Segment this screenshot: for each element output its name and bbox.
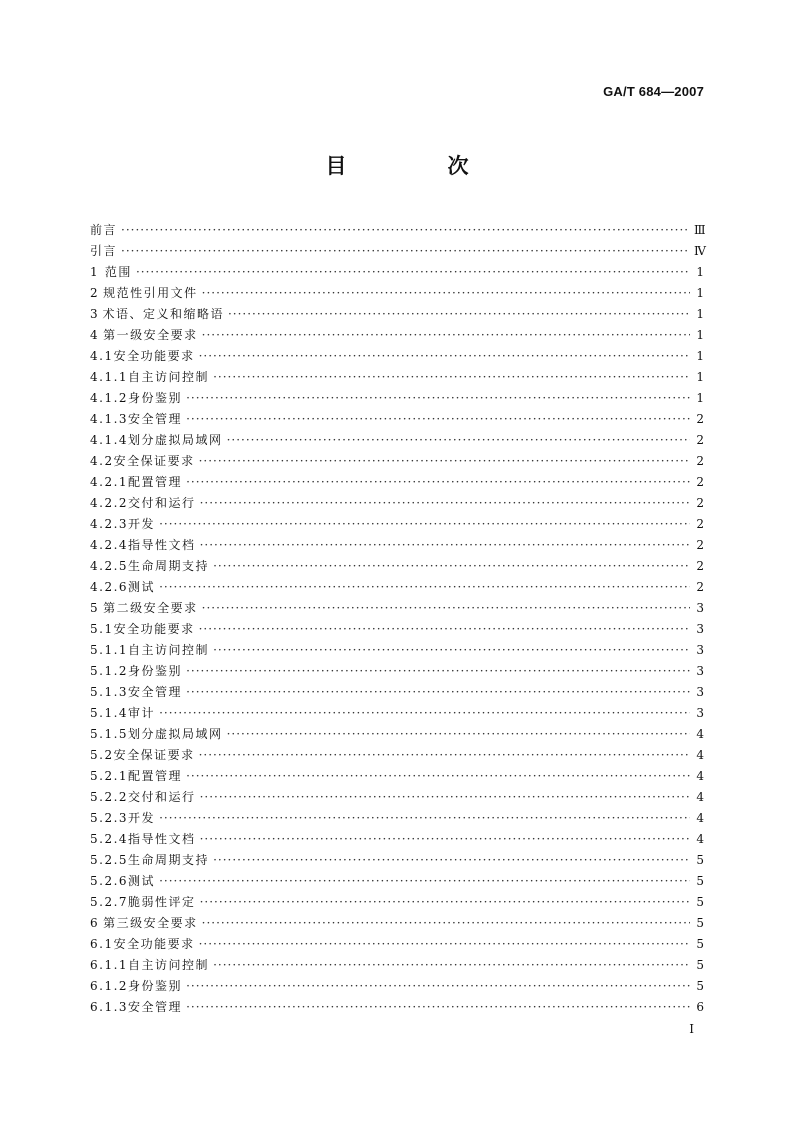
toc-entry[interactable]: [90, 724, 704, 745]
toc-entry-title: 审计: [128, 706, 156, 720]
toc-leader-dots: [199, 745, 690, 766]
toc-entry[interactable]: [90, 304, 704, 325]
toc-leader-dots: [186, 766, 690, 787]
toc-entry-title: 脆弱性评定: [128, 895, 196, 909]
toc-entry-number: 5.2.4: [90, 832, 129, 846]
toc-entry-page: 2: [696, 433, 704, 447]
toc-leader-dots: [186, 661, 690, 682]
toc-entry-number: 5.2.6: [90, 874, 129, 888]
toc-entry-title: 安全保证要求: [113, 748, 195, 762]
toc-entry-number: 4.2.3: [90, 517, 129, 531]
toc-entry-number: 4: [90, 328, 100, 342]
toc-entry-number: 3: [90, 307, 100, 321]
toc-entry-page: 4: [696, 727, 704, 741]
toc-entry-page: 2: [696, 454, 704, 468]
toc-entry-title: 指导性文档: [128, 832, 196, 846]
toc-entry[interactable]: [90, 556, 704, 577]
toc-entry-number: 6.1.1: [90, 958, 129, 972]
toc-entry-number: 4.1.4: [90, 433, 129, 447]
toc-entry-title: 引言: [90, 244, 118, 258]
toc-entry-page: 4: [696, 811, 704, 825]
toc-leader-dots: [213, 367, 690, 388]
toc-entry-title: 自主访问控制: [128, 958, 210, 972]
toc-entry-number: 2: [90, 286, 100, 300]
toc-entry[interactable]: [90, 934, 704, 955]
toc-entry-title: 身份鉴别: [128, 664, 183, 678]
toc-entry-number: 5.1.1: [90, 643, 129, 657]
toc-entry-page: 4: [696, 769, 704, 783]
toc-entry[interactable]: [90, 241, 704, 262]
toc-entry[interactable]: [90, 430, 704, 451]
toc-leader-dots: [213, 850, 690, 871]
toc-entry-page: 3: [696, 601, 704, 615]
toc-leader-dots: [202, 283, 690, 304]
toc-leader-dots: [200, 493, 690, 514]
toc-entry-page: 5: [696, 979, 704, 993]
toc-entry-page: 4: [696, 832, 704, 846]
toc-entry[interactable]: [90, 661, 704, 682]
toc-leader-dots: [186, 409, 690, 430]
toc-entry-page: 1: [696, 265, 704, 279]
toc-entry-number: 5: [90, 601, 100, 615]
toc-entry[interactable]: [90, 997, 704, 1018]
toc-leader-dots: [228, 304, 690, 325]
toc-entry[interactable]: [90, 535, 704, 556]
toc-entry-title: 第三级安全要求: [103, 916, 198, 930]
toc-entry-title: 范围: [104, 265, 132, 279]
toc-entry[interactable]: [90, 976, 704, 997]
toc-entry[interactable]: [90, 598, 704, 619]
toc-leader-dots: [213, 955, 690, 976]
toc-entry-number: 4.1.1: [90, 370, 129, 384]
toc-entry-title: 身份鉴别: [128, 979, 183, 993]
toc-entry-number: 5.2.5: [90, 853, 129, 867]
toc-entry-number: 5.2.7: [90, 895, 129, 909]
toc-entry-page: 1: [696, 328, 704, 342]
toc-entry-title: 自主访问控制: [128, 370, 210, 384]
toc-entry-page: 5: [696, 874, 704, 888]
toc-entry-page: 6: [696, 1000, 704, 1014]
toc-entry[interactable]: [90, 871, 704, 892]
toc-entry-title: 测试: [128, 874, 156, 888]
toc-entry-title: 生命周期支持: [128, 853, 210, 867]
toc-entry-title: 安全保证要求: [113, 454, 195, 468]
toc-leader-dots: [200, 892, 690, 913]
toc-leader-dots: [227, 430, 690, 451]
toc-entry-page: Ⅳ: [694, 244, 706, 258]
toc-entry-page: 1: [696, 286, 704, 300]
toc-entry-page: 2: [696, 559, 704, 573]
toc-entry-title: 开发: [128, 811, 156, 825]
toc-entry-number: 5.2: [90, 748, 114, 762]
toc-entry[interactable]: [90, 514, 704, 535]
toc-entry[interactable]: [90, 325, 704, 346]
toc-leader-dots: [159, 703, 690, 724]
toc-entry[interactable]: [90, 640, 704, 661]
toc-entry-title: 指导性文档: [128, 538, 196, 552]
page-number: I: [689, 1022, 694, 1036]
toc-leader-dots: [199, 619, 690, 640]
toc-entry-page: 5: [696, 916, 704, 930]
toc-entry-page: 5: [696, 853, 704, 867]
toc-leader-dots: [159, 577, 690, 598]
toc-entry-page: 3: [696, 664, 704, 678]
toc-leader-dots: [200, 535, 690, 556]
toc-leader-dots: [186, 682, 690, 703]
toc-entry-page: 4: [696, 790, 704, 804]
toc-entry-page: 5: [696, 937, 704, 951]
toc-entry-title: 安全管理: [128, 685, 183, 699]
toc-entry-number: 5.1.4: [90, 706, 129, 720]
toc-entry-title: 自主访问控制: [128, 643, 210, 657]
toc-entry-number: 4.2: [90, 454, 114, 468]
toc-entry-title: 安全功能要求: [113, 349, 195, 363]
toc-entry[interactable]: [90, 577, 704, 598]
page-title: 目 次: [325, 154, 509, 178]
toc-entry[interactable]: [90, 409, 704, 430]
standard-code: GA/T 684—2007: [603, 84, 704, 99]
toc-entry-number: 5.1.5: [90, 727, 129, 741]
toc-entry-page: 4: [696, 748, 704, 762]
toc-leader-dots: [202, 598, 690, 619]
toc-entry-title: 安全管理: [128, 1000, 183, 1014]
toc-entry[interactable]: [90, 283, 704, 304]
toc-entry-number: 6.1.2: [90, 979, 129, 993]
toc-entry-page: 1: [696, 370, 704, 384]
toc-entry-title: 前言: [90, 223, 118, 237]
toc-leader-dots: [136, 262, 690, 283]
toc-leader-dots: [199, 934, 690, 955]
toc-entry[interactable]: [90, 472, 704, 493]
toc-leader-dots: [159, 871, 690, 892]
toc-entry-page: 1: [696, 307, 704, 321]
toc-entry-title: 术语、定义和缩略语: [102, 307, 224, 321]
toc-entry[interactable]: [90, 388, 704, 409]
toc-entry[interactable]: [90, 220, 704, 241]
toc-entry[interactable]: [90, 262, 704, 283]
toc-leader-dots: [200, 787, 690, 808]
toc-entry-title: 第二级安全要求: [103, 601, 198, 615]
toc-entry-number: 5.2.1: [90, 769, 129, 783]
toc-leader-dots: [186, 976, 690, 997]
toc-entry-title: 测试: [128, 580, 156, 594]
toc-entry-number: 1: [90, 265, 100, 279]
toc-entry-page: 2: [696, 517, 704, 531]
toc-entry-title: 规范性引用文件: [103, 286, 198, 300]
toc-entry-title: 交付和运行: [128, 496, 196, 510]
toc-entry-number: 4.2.1: [90, 475, 129, 489]
toc-entry[interactable]: [90, 766, 704, 787]
toc-entry-title: 划分虚拟局域网: [128, 433, 223, 447]
toc-entry[interactable]: [90, 619, 704, 640]
toc-entry-title: 配置管理: [128, 475, 183, 489]
toc-entry-number: 5.1: [90, 622, 114, 636]
toc-entry-number: 5.2.3: [90, 811, 129, 825]
toc-entry-page: 3: [696, 622, 704, 636]
toc-entry-number: 6: [90, 916, 100, 930]
toc-entry-title: 开发: [128, 517, 156, 531]
toc-entry-number: 4.2.4: [90, 538, 129, 552]
toc-leader-dots: [213, 640, 690, 661]
toc-entry-number: 6.1: [90, 937, 114, 951]
toc-entry[interactable]: [90, 850, 704, 871]
toc-entry[interactable]: [90, 787, 704, 808]
toc-entry-number: 5.2.2: [90, 790, 129, 804]
toc-entry-page: 2: [696, 580, 704, 594]
toc-entry[interactable]: [90, 955, 704, 976]
toc-entry[interactable]: [90, 745, 704, 766]
toc-entry[interactable]: [90, 808, 704, 829]
toc-leader-dots: [227, 724, 690, 745]
toc-leader-dots: [199, 451, 690, 472]
toc-entry-title: 安全功能要求: [113, 622, 195, 636]
toc-entry-page: 3: [696, 685, 704, 699]
toc-entry[interactable]: [90, 346, 704, 367]
toc-entry-title: 安全功能要求: [113, 937, 195, 951]
toc-leader-dots: [159, 514, 690, 535]
toc-leader-dots: [213, 556, 690, 577]
toc-entry-title: 第一级安全要求: [103, 328, 198, 342]
toc-entry-page: 2: [696, 475, 704, 489]
toc-leader-dots: [159, 808, 690, 829]
toc-entry-page: 1: [696, 391, 704, 405]
toc-leader-dots: [200, 829, 690, 850]
toc-leader-dots: [121, 241, 690, 262]
toc-leader-dots: [202, 913, 690, 934]
table-of-contents: [90, 220, 704, 1018]
toc-entry-page: 2: [696, 538, 704, 552]
toc-entry-title: 划分虚拟局域网: [128, 727, 223, 741]
toc-entry[interactable]: [90, 367, 704, 388]
toc-entry-number: 4.1.3: [90, 412, 129, 426]
toc-entry[interactable]: [90, 892, 704, 913]
toc-entry-title: 交付和运行: [128, 790, 196, 804]
toc-leader-dots: [121, 220, 690, 241]
toc-leader-dots: [199, 346, 690, 367]
toc-entry-page: Ⅲ: [694, 223, 706, 237]
toc-entry-number: 4.2.6: [90, 580, 129, 594]
toc-entry-page: 5: [696, 895, 704, 909]
toc-entry-number: 4.1.2: [90, 391, 129, 405]
toc-entry[interactable]: [90, 451, 704, 472]
toc-leader-dots: [186, 997, 690, 1018]
toc-entry-page: 2: [696, 496, 704, 510]
toc-entry-number: 4.2.2: [90, 496, 129, 510]
toc-entry[interactable]: [90, 493, 704, 514]
toc-entry-page: 3: [696, 643, 704, 657]
toc-entry-title: 生命周期支持: [128, 559, 210, 573]
toc-leader-dots: [186, 472, 690, 493]
toc-entry[interactable]: [90, 913, 704, 934]
toc-leader-dots: [186, 388, 690, 409]
toc-entry-number: 4.1: [90, 349, 114, 363]
toc-entry-number: 6.1.3: [90, 1000, 129, 1014]
toc-entry-number: 5.1.2: [90, 664, 129, 678]
toc-entry-title: 安全管理: [128, 412, 183, 426]
toc-entry-page: 3: [696, 706, 704, 720]
toc-entry-number: 4.2.5: [90, 559, 129, 573]
toc-entry[interactable]: [90, 703, 704, 724]
toc-entry-page: 1: [696, 349, 704, 363]
toc-entry-number: 5.1.3: [90, 685, 129, 699]
toc-entry-page: 2: [696, 412, 704, 426]
toc-entry-title: 身份鉴别: [128, 391, 183, 405]
toc-leader-dots: [202, 325, 690, 346]
toc-entry-title: 配置管理: [128, 769, 183, 783]
toc-entry[interactable]: [90, 682, 704, 703]
toc-entry[interactable]: [90, 829, 704, 850]
toc-entry-page: 5: [696, 958, 704, 972]
